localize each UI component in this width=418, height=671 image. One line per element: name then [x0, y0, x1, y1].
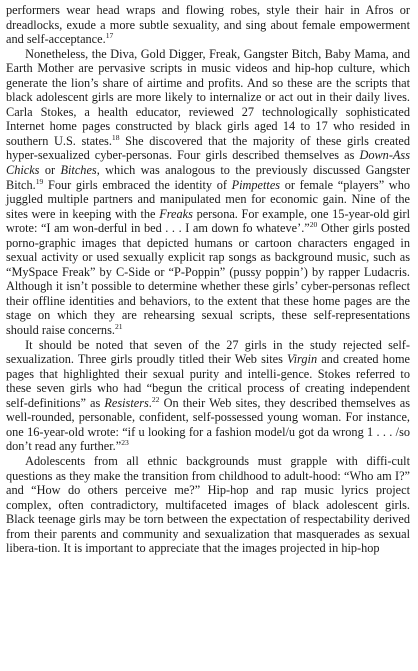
footnote-ref: 19: [35, 176, 44, 186]
text-run: On their Web sites, they described themselves as well-rounded, personable, confident, self-possessed young woman. For instance, one 16-year-old wrote: “if u looking for a fashion model/u got da wrong 1 . . . /so don’t read any further.”: [6, 395, 410, 454]
paragraph: [6, 338, 410, 454]
text-run: Adolescents from all ethnic backgrounds must grapple with diffi-cult questions as they make the transition from childhood to adult-hood: “Who am I?” and “How do others perceive me?” Hip-hop and rap music lyrics project complex, often contradictory, multifaceted images of black adolescent girls. Black teenage girls may be torn between the expectation of respectability derived from their parents and community and sexualization that masquerades as sexual libera-tion. It is important to appreciate that the images projected in hip-hop: [6, 453, 410, 556]
paragraph: [6, 3, 410, 47]
italic-term: Resisters: [104, 395, 149, 410]
paragraph: [6, 454, 410, 556]
footnote-ref: 17: [105, 31, 114, 40]
text-run: and created home pages that highlighted their sexual purity and intelli-gence. Stokes referred to these seven girls who had “begun the critical process of creating independent self-definitions” as: [6, 352, 410, 410]
italic-term: Pimpettes: [231, 177, 281, 192]
italic-term: Bitches: [60, 163, 97, 178]
text-run: or female “players” who juggled multiple partners and manipulated men for economic gain. Nine of the sites were in keeping with the: [6, 177, 410, 221]
text-run: or: [39, 163, 61, 178]
footnote-ref: 20: [309, 220, 318, 230]
text-run: She discovered that the majority of these girls created hyper-sexualized cyber-personas. Four girls described themselves as: [6, 133, 410, 163]
text-run: performers wear head wraps and flowing robes, style their hair in Afros or dreadlocks, exude a more subtle sexuality, and sing about female empowerment and self-acceptance.: [6, 3, 410, 47]
text-run: , which was analogous to the previously discussed Gangster Bitch.: [6, 163, 410, 192]
italic-term: Virgin: [287, 352, 318, 367]
text-run: Four girls embraced the identity of: [43, 177, 232, 192]
footnote-ref: 18: [111, 132, 120, 142]
body-text: [6, 3, 410, 556]
italic-term: Freaks: [159, 206, 193, 221]
text-run: persona. For example, one 15-year-old girl wrote: “I am won-derful in bed . . . I am down fo whateve’.”: [6, 206, 411, 236]
text-run: It should be noted that seven of the 27 girls in the study rejected self-sexualization. Three girls proudly titled their Web sites: [6, 337, 410, 367]
paragraph: [6, 47, 410, 338]
text-run: Nonetheless, the Diva, Gold Digger, Freak, Gangster Bitch, Baby Mama, and Earth Mother are pervasive scripts in music videos and hip-hop culture, which generate the lion’s share of airtime and profits. And so these are the scripts that black adolescent girls are more likely to internalize or act out in their daily lives. Carla Stokes, a health educator, reviewed 27 technologically sophisticated Internet home pages constructed by black girls aged 14 to 17 who resided in southern U.S. states.: [6, 46, 410, 148]
footnote-ref: 22: [151, 394, 160, 404]
footnote-ref: 23: [121, 438, 129, 448]
text-run: Other girls posted porno-graphic images that depicted humans or cartoon characters engaged in sexual activity or used sexually explicit rap songs as background music, such as “MySpace Freak” by C-Side or “P-Poppin” (pussy poppin’) by rapper Ludacris. Although it isn’t possible to determine whether these girls’ cyber-personas reflect their offline identities and behaviors, to the extent that these home pages are the stage on which they are rehearsing sexual scripts, these self-representations should raise concerns.: [6, 221, 410, 338]
footnote-ref: 21: [114, 321, 123, 331]
text-run: .: [148, 395, 152, 410]
italic-term: Down-Ass Chicks: [6, 148, 410, 178]
